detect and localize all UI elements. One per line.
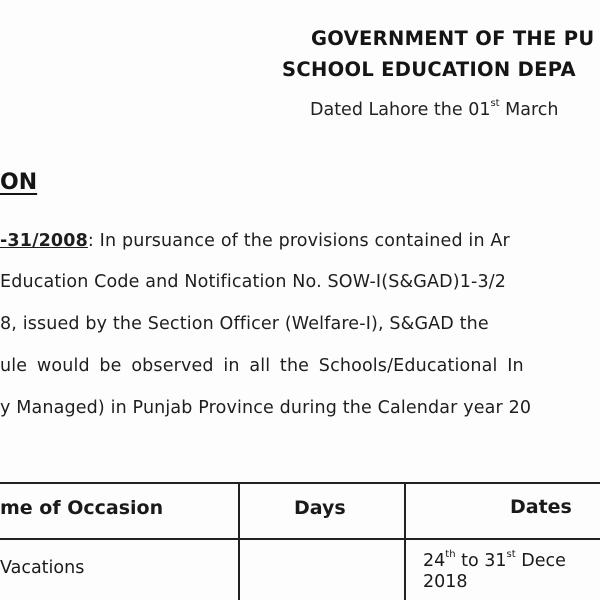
date-month: Dece [515,551,566,571]
column-header-dates: Dates [510,496,572,518]
dated-line [310,98,559,120]
date-start: 24 [423,551,446,571]
paragraph-line-4: ule would be observed in all the Schools/Educational In [0,356,524,376]
dated-prefix: Dated Lahore the 01 [310,100,491,120]
paragraph-line-5: y Managed) in Punjab Province during the Calendar year 20 [0,398,532,418]
paragraph-line-2: Education Code and Notification No. SOW-I(S&GAD)1-3/2 [0,272,507,292]
date-start-ordinal: th [445,549,456,560]
table-column-divider-2 [404,482,406,600]
row-occasion-cell: Vacations [0,558,85,578]
row-dates-cell-line-1 [423,549,566,571]
date-mid: to 31 [455,551,507,571]
table-top-border [0,482,600,484]
date-mid-ordinal: st [506,549,516,560]
column-header-days: Days [294,497,346,519]
notification-title: ON [0,170,38,195]
paragraph-line-3: 8, issued by the Section Officer (Welfare-I), S&GAD the [0,314,489,334]
row-dates-cell-line-2: 2018 [423,572,468,592]
paragraph-line-1-text: : In pursuance of the provisions contained in Ar [87,231,510,251]
table-column-divider-1 [238,482,240,600]
department-heading: SCHOOL EDUCATION DEPA [282,58,576,81]
government-heading: GOVERNMENT OF THE PU [311,27,595,50]
reference-number: -31/2008 [0,231,88,251]
dated-ordinal: st [490,98,500,109]
column-header-occasion: me of Occasion [0,497,164,519]
dated-suffix: March [499,100,559,120]
table-header-divider [0,538,600,540]
paragraph-line-1 [0,231,510,251]
